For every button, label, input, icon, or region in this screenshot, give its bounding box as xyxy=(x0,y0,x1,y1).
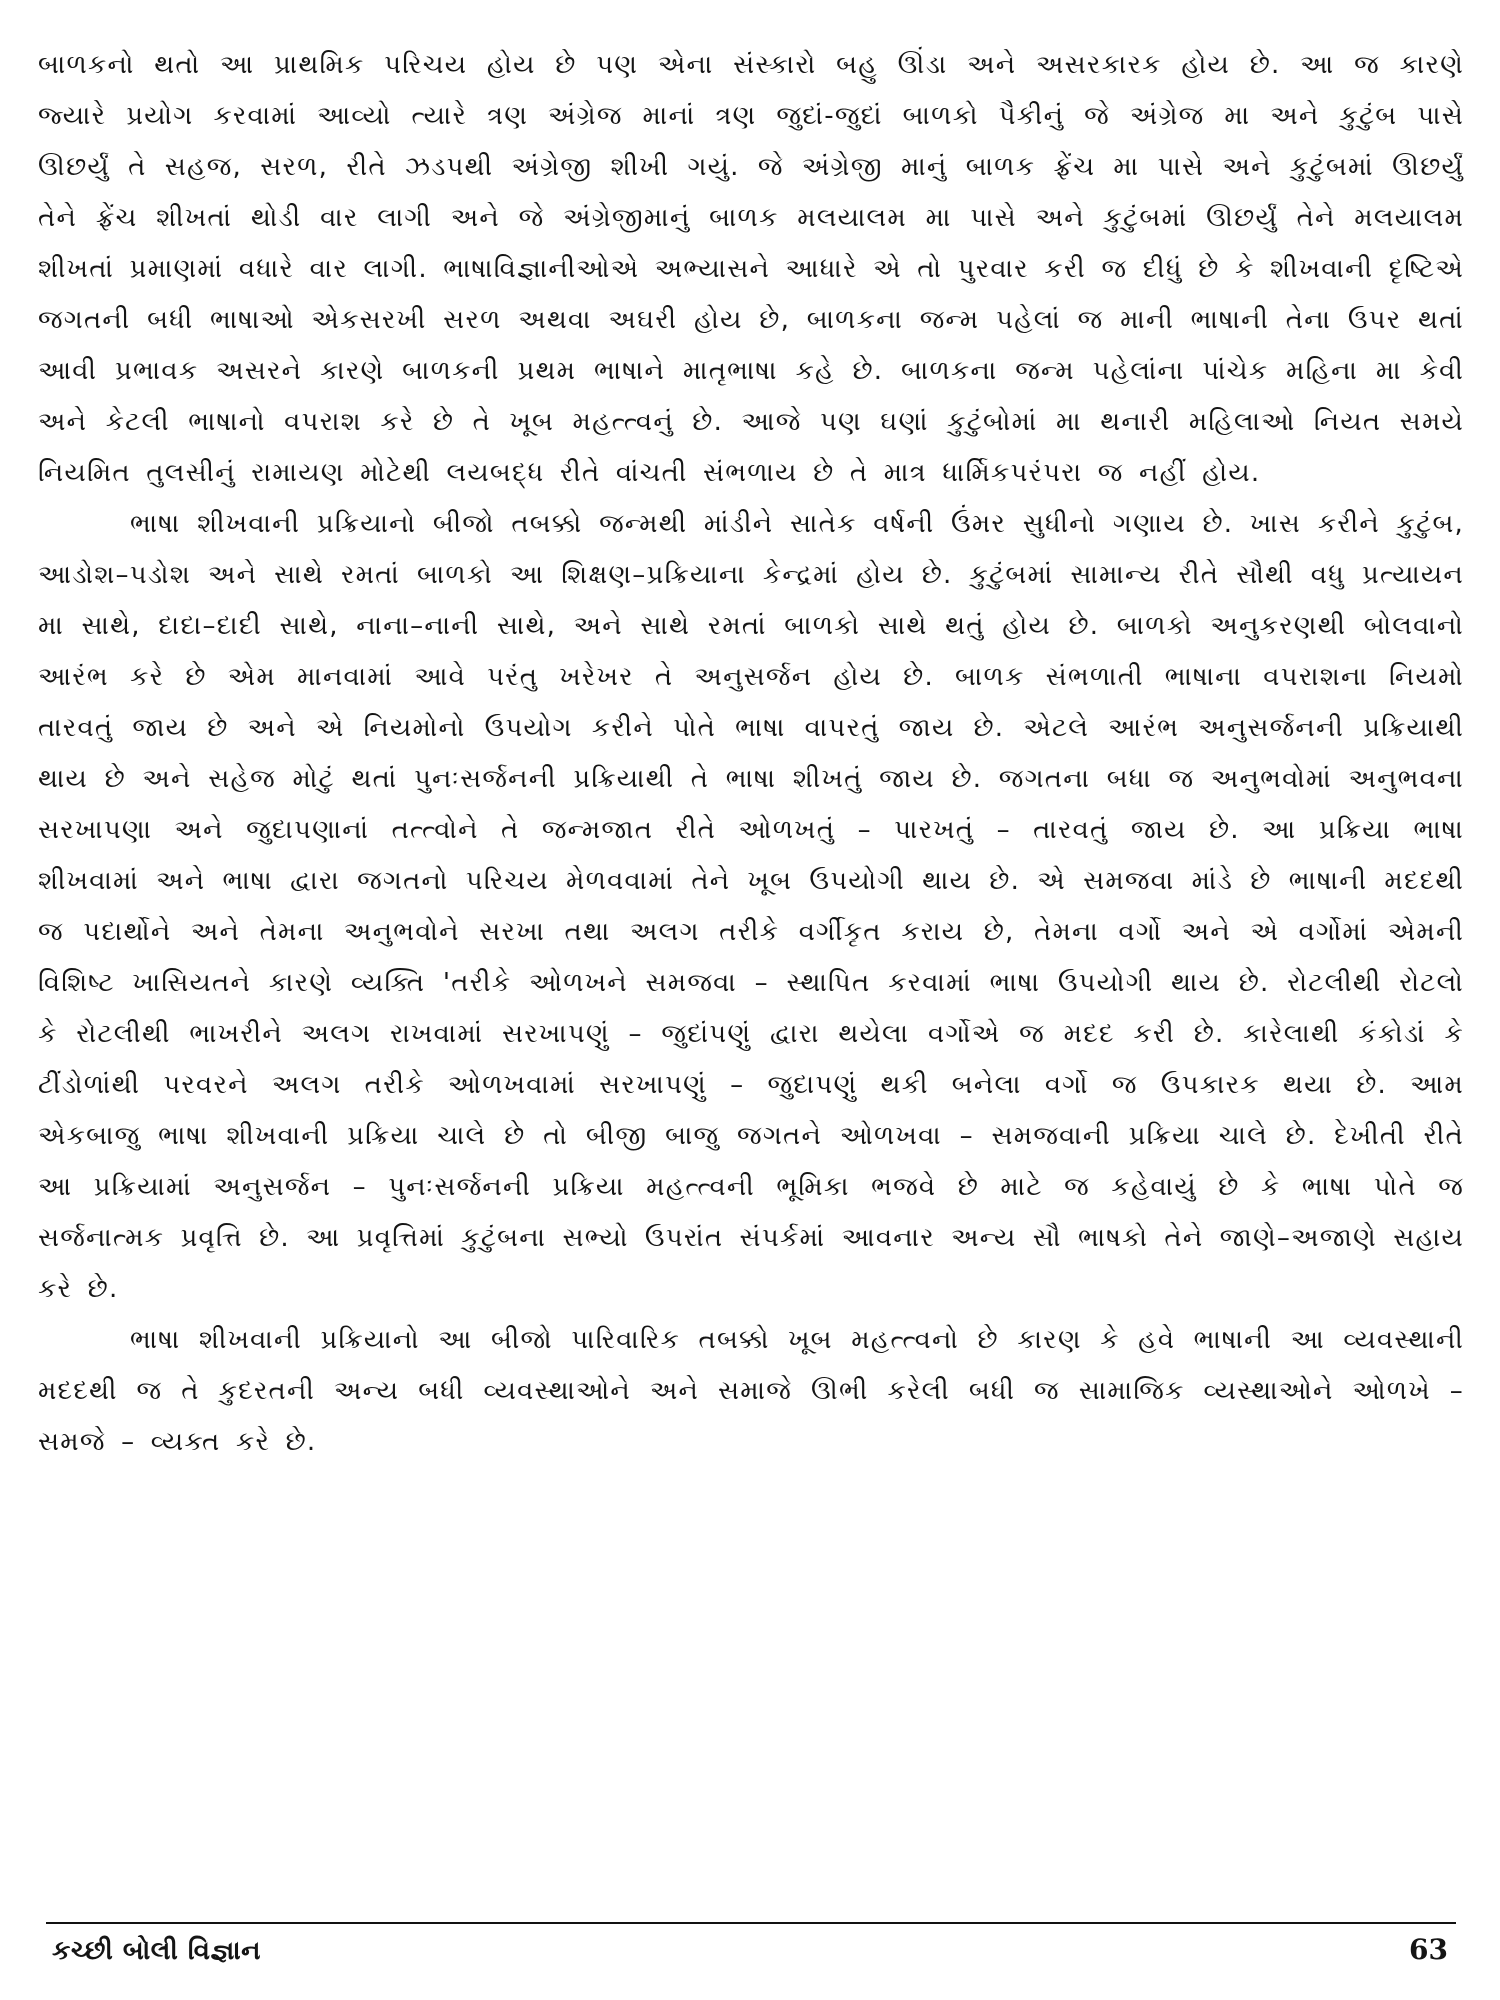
running-footer-title: કચ્છી બોલી વિજ્ઞાન xyxy=(52,1936,262,1966)
footer-rule xyxy=(46,1922,1456,1924)
paragraph-family-stage: ભાષા શીખવાની પ્રક્રિયાનો આ બીજો પારિવારિક તબક્કો ખૂબ મહત્ત્વનો છે કારણ કે હવે ભાષાની આ વ્યવસ્થાની મદદથી જ તે કુદરતની અન્ય બધી વ્યવસ્થાઓને અને સમાજે ઊભી કરેલી બધી જ સામાજિક વ્યસ્થાઓને ઓળખે – સમજે – વ્યક્ત કરે છે. xyxy=(38,1325,1464,1457)
paragraph-continued: બાળકનો થતો આ પ્રાથમિક પરિચય હોય છે પણ એના સંસ્કારો બહુ ઊંડા અને અસરકારક હોય છે. આ જ કારણે જ્યારે પ્રયોગ કરવામાં આવ્યો ત્યારે ત્રણ અંગ્રેજ માનાં ત્રણ જુદાં-જુદાં બાળકો પૈકીનું જે અંગ્રેજ મા અને કુટુંબ પાસે ઊછર્યું તે સહજ, સરળ, રીતે ઝડપથી અંગ્રેજી શીખી ગયું. જે અંગ્રેજી માનું બાળક ફ્રેંચ મા પાસે અને કુટુંબમાં ઊછર્યું તેને ફ્રેંચ શીખતાં થોડી વાર લાગી અને જે અંગ્રેજીમાનું બાળક મલયાલમ મા પાસે અને કુટુંબમાં ઊછર્યું તેને મલયાલમ શીખતાં પ્રમાણમાં વધારે વાર લાગી. ભાષાવિજ્ઞાનીઓએ અભ્યાસને આધારે એ તો પુરવાર કરી જ દીધું છે કે શીખવાની દૃષ્ટિએ જગતની બધી ભાષાઓ એકસરખી સરળ અથવા અઘરી હોય છે, બાળકના જન્મ પહેલાં જ માની ભાષાની તેના ઉપર થતાં આવી પ્રભાવક અસરને કારણે બાળકની પ્રથમ ભાષાને માતૃભાષા કહે છે. બાળકના જન્મ પહેલાંના પાંચેક મહિના મા કેવી અને કેટલી ભાષાનો વપરાશ કરે છે તે ખૂબ મહત્ત્વનું છે. આજે પણ ઘણાં કુટુંબોમાં મા થનારી મહિલાઓ નિયત સમયે નિયમિત તુલસીનું રામાયણ મોટેથી લયબદ્ધ રીતે વાંચતી સંભળાય છે તે માત્ર ધાર્મિકપરંપરા જ નહીં હોય. xyxy=(38,50,1464,488)
body-text xyxy=(38,40,1464,1468)
page-number: 63 xyxy=(1409,1933,1448,1966)
paragraph-second-stage: ભાષા શીખવાની પ્રક્રિયાનો બીજો તબક્કો જન્મથી માંડીને સાતેક વર્ષની ઉંમર સુધીનો ગણાય છે. ખાસ કરીને કુટુંબ, આડોશ–પડોશ અને સાથે રમતાં બાળકો આ શિક્ષણ–પ્રક્રિયાના કેન્દ્રમાં હોય છે. કુટુંબમાં સામાન્ય રીતે સૌથી વધુ પ્રત્યાયન મા સાથે, દાદા–દાદી સાથે, નાના–નાની સાથે, અને સાથે રમતાં બાળકો સાથે થતું હોય છે. બાળકો અનુકરણથી બોલવાનો આરંભ કરે છે એમ માનવામાં આવે પરંતુ ખરેખર તે અનુસર્જન હોય છે. બાળક સંભળાતી ભાષાના વપરાશના નિયમો તારવતું જાય છે અને એ નિયમોનો ઉપયોગ કરીને પોતે ભાષા વાપરતું જાય છે. એટલે આરંભ અનુસર્જનની પ્રક્રિયાથી થાય છે અને સહેજ મોટું થતાં પુનઃસર્જનની પ્રક્રિયાથી તે ભાષા શીખતું જાય છે. જગતના બધા જ અનુભવોમાં અનુભવના સરખાપણા અને જુદાપણાનાં તત્ત્વોને તે જન્મજાત રીતે ઓળખતું – પારખતું – તારવતું જાય છે. આ પ્રક્રિયા ભાષા શીખવામાં અને ભાષા દ્વારા જગતનો પરિચય મેળવવામાં તેને ખૂબ ઉપયોગી થાય છે. એ સમજવા માંડે છે ભાષાની મદદથી જ પદાર્થોને અને તેમના અનુભવોને સરખા તથા અલગ તરીકે વર્ગીકૃત કરાય છે, તેમના વર્ગો અને એ વર્ગોમાં એમની વિશિષ્ટ ખાસિયતને કારણે વ્યક્તિ 'તરીકે ઓળખને સમજવા – સ્થાપિત કરવામાં ભાષા ઉપયોગી થાય છે. રોટલીથી રોટલો કે રોટલીથી ભાખરીને અલગ રાખવામાં સરખાપણું – જુદાંપણું દ્વારા થયેલા વર્ગોએ જ મદદ કરી છે. કારેલાથી કંકોડાં કે ટીંડોળાંથી પરવરને અલગ તરીકે ઓળખવામાં સરખાપણું – જુદાપણું થકી બનેલા વર્ગો જ ઉપકારક થયા છે. આમ એકબાજુ ભાષા શીખવાની પ્રક્રિયા ચાલે છે તો બીજી બાજુ જગતને ઓળખવા – સમજવાની પ્રક્રિયા ચાલે છે. દેખીતી રીતે આ પ્રક્રિયામાં અનુસર્જન – પુનઃસર્જનની પ્રક્રિયા મહત્ત્વની ભૂમિકા ભજવે છે માટે જ કહેવાયું છે કે ભાષા પોતે જ સર્જનાત્મક પ્રવૃત્તિ છે. આ પ્રવૃત્તિમાં કુટુંબના સભ્યો ઉપરાંત સંપર્કમાં આવનાર અન્ય સૌ ભાષકો તેને જાણે–અજાણે સહાય કરે છે. xyxy=(38,509,1464,1304)
